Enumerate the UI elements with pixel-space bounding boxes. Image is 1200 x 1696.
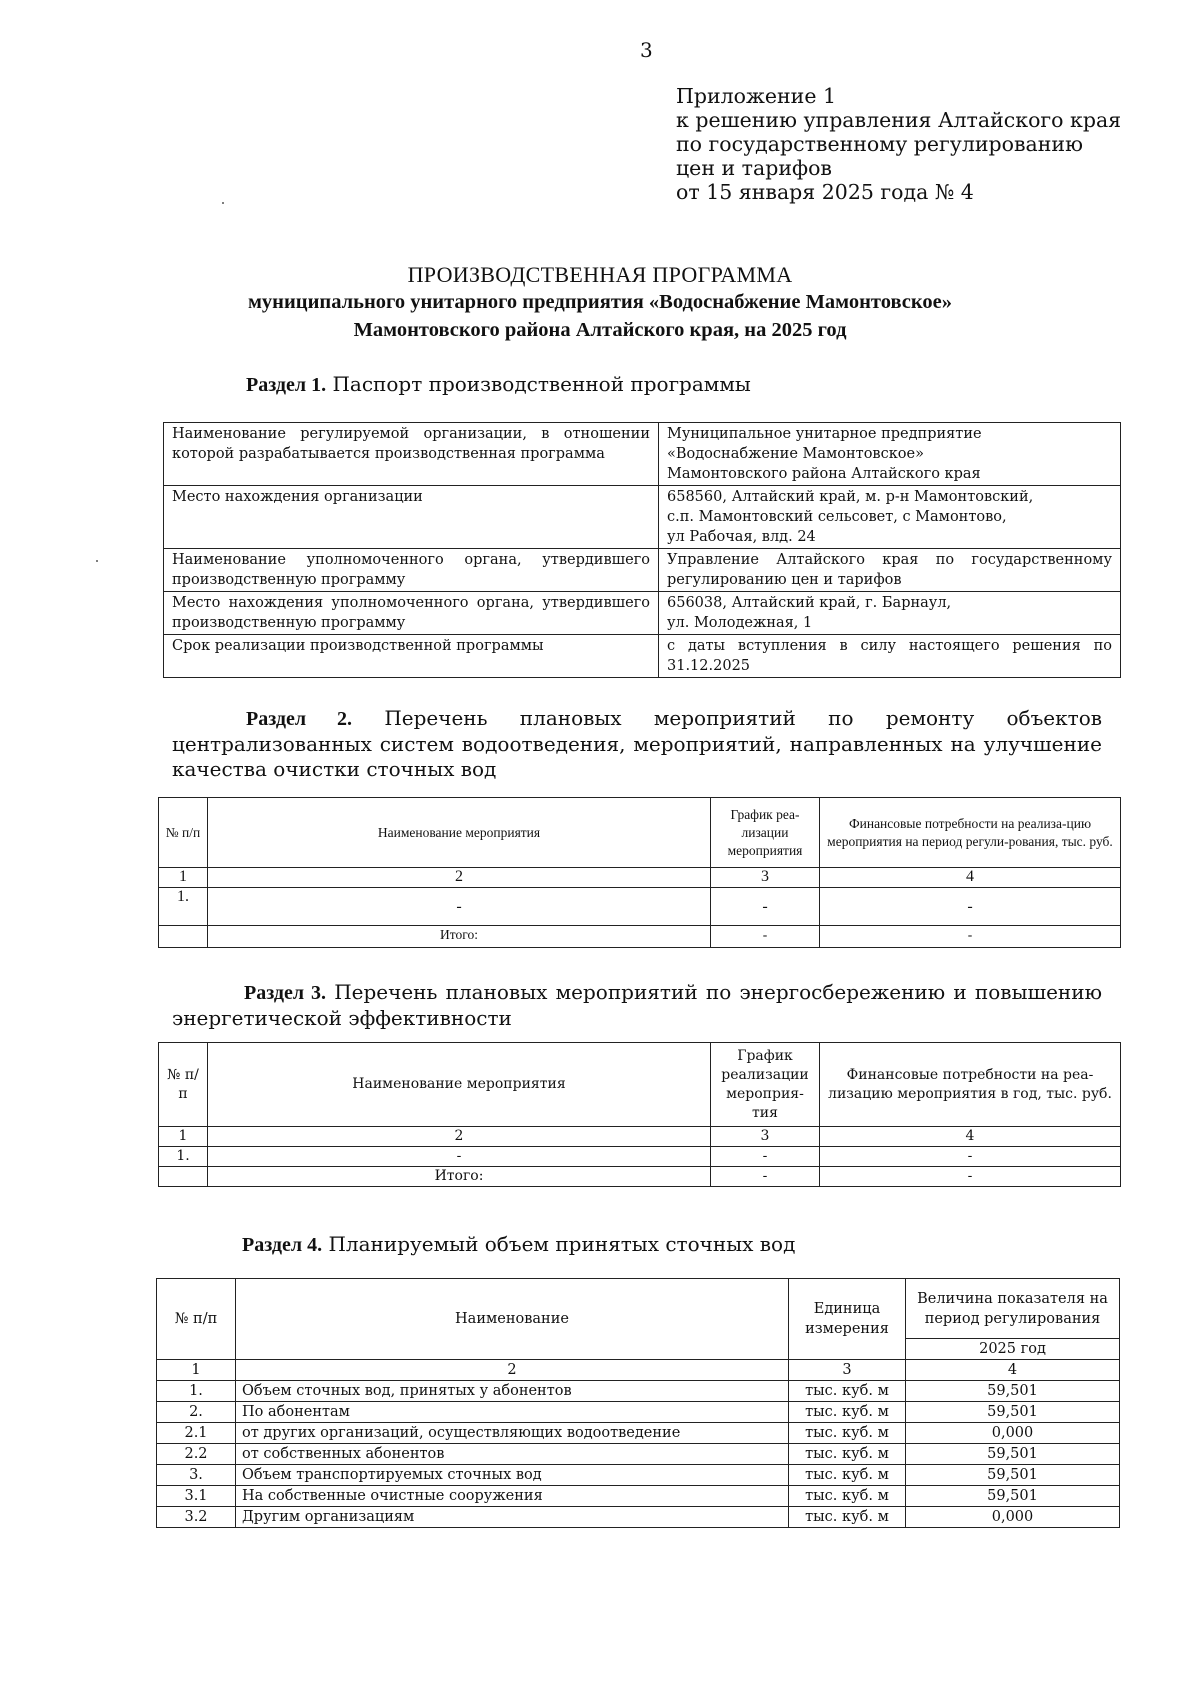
appendix-line: по государственному регулированию	[676, 132, 1083, 156]
col-number: 3	[711, 868, 820, 888]
row-value: 0,000	[906, 1507, 1120, 1528]
appendix-header	[676, 84, 1121, 204]
col-number: 1	[159, 868, 208, 888]
section-1-heading	[246, 372, 751, 398]
passport-value: Управление Алтайского края по государственному регулированию цен и тарифов	[659, 549, 1121, 592]
appendix-line: Приложение 1	[676, 84, 837, 108]
col-number: 2	[208, 1127, 711, 1147]
row-unit: тыс. куб. м	[789, 1486, 906, 1507]
title-line-2: муниципального унитарного предприятия «Водоснабжение Мамонтовское»	[247, 291, 953, 313]
col-number: 2	[208, 868, 711, 888]
header-num: № п/п	[157, 1279, 236, 1360]
section-2-table	[158, 797, 1121, 948]
row-num: 3.2	[157, 1507, 236, 1528]
row-value: 0,000	[906, 1423, 1120, 1444]
row-name: -	[208, 888, 711, 926]
total-row	[159, 1167, 1121, 1187]
total-row	[159, 926, 1121, 948]
row-num: 1.	[157, 1381, 236, 1402]
passport-label: Срок реализации производственной программы	[164, 635, 659, 678]
total-num	[159, 1167, 208, 1187]
section-4-label: Раздел 4.	[242, 1234, 323, 1256]
total-label: Итого:	[208, 1167, 711, 1187]
value-line: ул Рабочая, влд. 24	[667, 529, 816, 545]
passport-label: Место нахождения организации	[164, 486, 659, 549]
passport-label: Наименование регулируемой организации, в отношении которой разрабатывается производственная программа	[164, 423, 659, 486]
row-num: 3.1	[157, 1486, 236, 1507]
row-unit: тыс. куб. м	[789, 1423, 906, 1444]
row-value: 59,501	[906, 1381, 1120, 1402]
value-line: «Водоснабжение Мамонтовское»	[667, 446, 924, 462]
title-line-1: ПРОИЗВОДСТВЕННАЯ ПРОГРАММА	[407, 262, 793, 287]
table-header-row	[159, 798, 1121, 868]
row-name: Объем транспортируемых сточных вод	[236, 1465, 789, 1486]
passport-label: Место нахождения уполномоченного органа, утвердившего производственную программу	[164, 592, 659, 635]
row-num: 3.	[157, 1465, 236, 1486]
value-line: ул. Молодежная, 1	[667, 615, 813, 631]
passport-value	[659, 486, 1121, 549]
header-year: 2025 год	[906, 1339, 1120, 1360]
row-num: 1.	[159, 1147, 208, 1167]
header-name: Наименование мероприятия	[208, 1043, 711, 1127]
table-row	[157, 1507, 1120, 1528]
row-num: 2.2	[157, 1444, 236, 1465]
header-num: № п/п	[159, 798, 208, 868]
row-schedule: -	[711, 888, 820, 926]
col-number: 2	[236, 1360, 789, 1381]
table-row	[157, 1486, 1120, 1507]
section-1-title: Паспорт производственной программы	[332, 372, 751, 396]
section-3-label: Раздел 3.	[244, 982, 326, 1004]
column-number-row	[159, 1127, 1121, 1147]
table-row	[157, 1465, 1120, 1486]
appendix-line: к решению управления Алтайского края	[676, 108, 1122, 132]
section-2-label: Раздел 2.	[246, 708, 353, 730]
table-row	[159, 1147, 1121, 1167]
col-number: 3	[711, 1127, 820, 1147]
scan-speck	[96, 560, 98, 562]
scan-speck	[222, 202, 224, 204]
table-row	[157, 1444, 1120, 1465]
passport-value	[659, 423, 1121, 486]
row-value: 59,501	[906, 1444, 1120, 1465]
table-row	[157, 1402, 1120, 1423]
table-row	[164, 486, 1121, 549]
header-finance: Финансовые потребности на реа-лизацию мероприятия в год, тыс. руб.	[820, 1043, 1121, 1127]
section-3-heading	[172, 980, 1102, 1031]
section-4-title: Планируемый объем принятых сточных вод	[328, 1232, 796, 1256]
row-name: от собственных абонентов	[236, 1444, 789, 1465]
section-4-heading	[242, 1232, 795, 1258]
header-value: Величина показателя на период регулирования	[906, 1279, 1120, 1339]
document-title	[150, 262, 1050, 344]
row-name: от других организаций, осуществляющих водоотведение	[236, 1423, 789, 1444]
value-line: Мамонтовского района Алтайского края	[667, 466, 981, 482]
section-1-label: Раздел 1.	[246, 374, 327, 396]
total-label: Итого:	[208, 926, 711, 948]
title-line-3: Мамонтовского района Алтайского края, на 2025 год	[353, 319, 847, 341]
row-name: Другим организациям	[236, 1507, 789, 1528]
appendix-line: от 15 января 2025 года № 4	[676, 180, 974, 204]
row-name: На собственные очистные сооружения	[236, 1486, 789, 1507]
row-finance: -	[820, 888, 1121, 926]
row-unit: тыс. куб. м	[789, 1507, 906, 1528]
col-number: 1	[159, 1127, 208, 1147]
section-3-table	[158, 1042, 1121, 1187]
header-schedule: График реа-лизации мероприятия	[711, 798, 820, 868]
header-name: Наименование	[236, 1279, 789, 1360]
header-name: Наименование мероприятия	[208, 798, 711, 868]
row-num: 2.1	[157, 1423, 236, 1444]
table-row	[157, 1423, 1120, 1444]
total-finance: -	[820, 926, 1121, 948]
row-unit: тыс. куб. м	[789, 1444, 906, 1465]
value-line: Муниципальное унитарное предприятие	[667, 426, 982, 442]
col-number: 4	[820, 1127, 1121, 1147]
passport-table	[163, 422, 1121, 678]
table-row	[164, 549, 1121, 592]
total-schedule: -	[711, 1167, 820, 1187]
table-row	[164, 592, 1121, 635]
value-line: 656038, Алтайский край, г. Барнаул,	[667, 595, 952, 611]
row-unit: тыс. куб. м	[789, 1465, 906, 1486]
section-2-heading	[172, 706, 1102, 782]
col-number: 4	[820, 868, 1121, 888]
row-finance: -	[820, 1147, 1121, 1167]
total-schedule: -	[711, 926, 820, 948]
row-name: -	[208, 1147, 711, 1167]
row-name: По абонентам	[236, 1402, 789, 1423]
passport-value	[659, 592, 1121, 635]
page-number: 3	[640, 38, 653, 62]
table-row	[164, 423, 1121, 486]
value-line: с.п. Мамонтовский сельсовет, с Мамонтово,	[667, 509, 1007, 525]
header-num: № п/п	[159, 1043, 208, 1127]
appendix-line: цен и тарифов	[676, 156, 832, 180]
value-line: 658560, Алтайский край, м. р-н Мамонтовский,	[667, 489, 1034, 505]
header-finance: Финансовые потребности на реализа-цию мероприятия на период регули-рования, тыс. руб.	[820, 798, 1121, 868]
column-number-row	[157, 1360, 1120, 1381]
table-row	[164, 635, 1121, 678]
row-unit: тыс. куб. м	[789, 1381, 906, 1402]
column-number-row	[159, 868, 1121, 888]
row-schedule: -	[711, 1147, 820, 1167]
table-header-row	[159, 1043, 1121, 1127]
total-num	[159, 926, 208, 948]
section-3-title: Перечень плановых мероприятий по энергосбережению и повышению энергетической эффективности	[172, 980, 1102, 1030]
table-header-row	[157, 1279, 1120, 1339]
row-name: Объем сточных вод, принятых у абонентов	[236, 1381, 789, 1402]
section-4-table	[156, 1278, 1120, 1528]
row-value: 59,501	[906, 1486, 1120, 1507]
row-value: 59,501	[906, 1402, 1120, 1423]
col-number: 4	[906, 1360, 1120, 1381]
table-row	[157, 1381, 1120, 1402]
header-unit: Единица измерения	[789, 1279, 906, 1360]
row-num: 2.	[157, 1402, 236, 1423]
col-number: 3	[789, 1360, 906, 1381]
row-value: 59,501	[906, 1465, 1120, 1486]
col-number: 1	[157, 1360, 236, 1381]
header-schedule: График реализации мероприя-тия	[711, 1043, 820, 1127]
total-finance: -	[820, 1167, 1121, 1187]
passport-label: Наименование уполномоченного органа, утвердившего производственную программу	[164, 549, 659, 592]
row-num: 1.	[159, 888, 208, 926]
row-unit: тыс. куб. м	[789, 1402, 906, 1423]
section-2-title: Перечень плановых мероприятий по ремонту объектов централизованных систем водоотведения, мероприятий, направленных на улучшение качества очистки сточных вод	[172, 706, 1102, 781]
passport-value: с даты вступления в силу настоящего решения по 31.12.2025	[659, 635, 1121, 678]
table-row	[159, 888, 1121, 926]
